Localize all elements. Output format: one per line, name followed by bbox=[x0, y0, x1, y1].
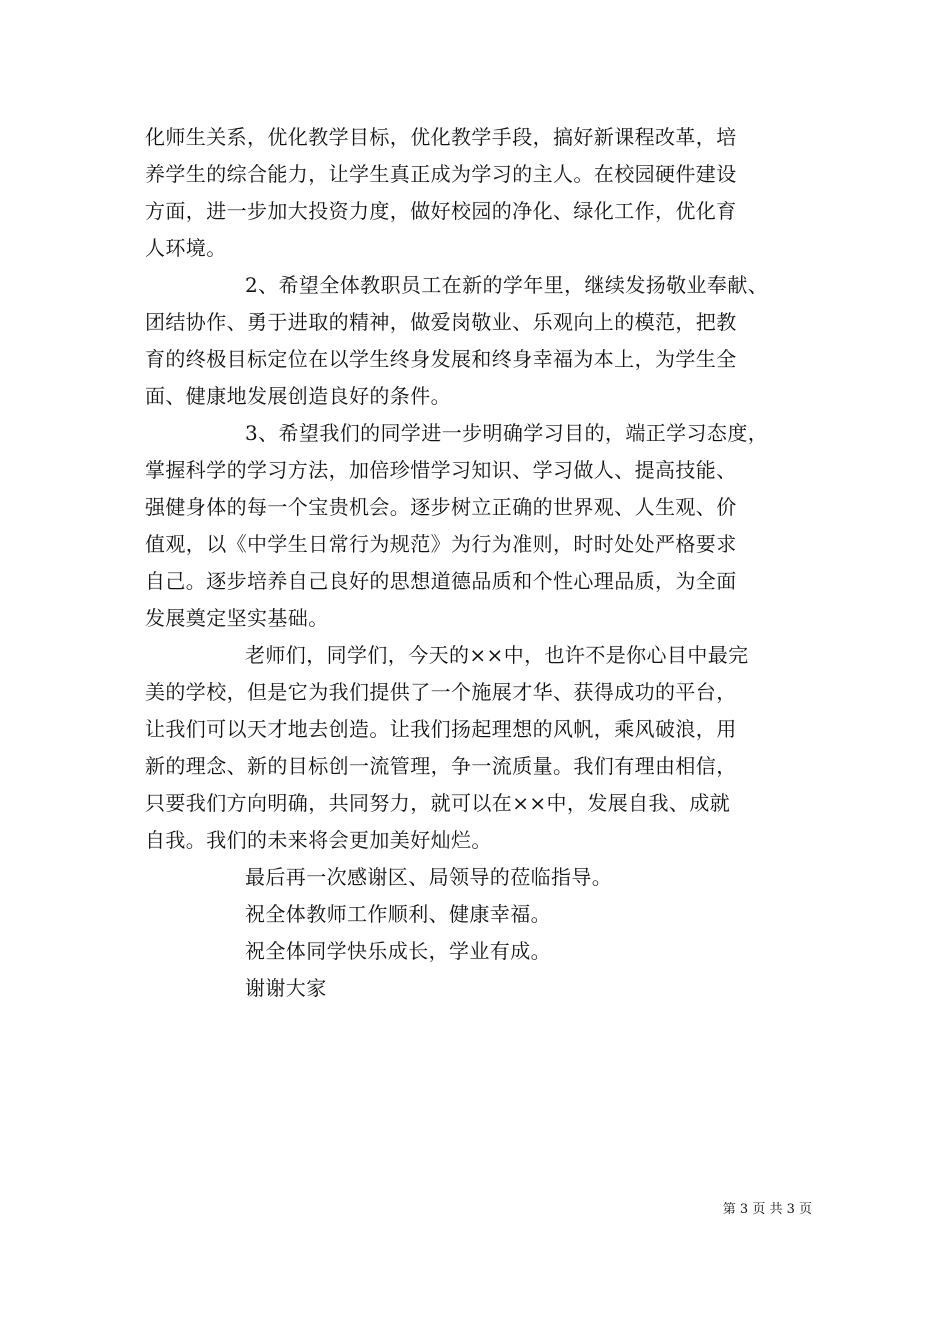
text-line: 美的学校，但是它为我们提供了一个施展才华、获得成功的平台， bbox=[145, 680, 737, 704]
paragraph-closing-start: 老师们，同学们，今天的××中，也许不是你心目中最完 bbox=[245, 643, 749, 667]
document-body bbox=[145, 119, 815, 1007]
text-line: 发展奠定坚实基础。 bbox=[145, 606, 329, 630]
text-line: 值观，以《中学生日常行为规范》为行为准则，时时处处严格要求 bbox=[145, 532, 737, 556]
text-line: 只要我们方向明确，共同努力，就可以在××中，发展自我、成就 bbox=[145, 791, 731, 815]
text-line: 新的理念、新的目标创一流管理，争一流质量。我们有理由相信， bbox=[145, 754, 737, 778]
text-line: 让我们可以天才地去创造。让我们扬起理想的风帆，乘风破浪，用 bbox=[145, 717, 737, 741]
thanks-line: 最后再一次感谢区、局领导的莅临指导。 bbox=[245, 865, 613, 889]
text-line: 面、健康地发展创造良好的条件。 bbox=[145, 384, 451, 408]
text-line: 强健身体的每一个宝贵机会。逐步树立正确的世界观、人生观、价 bbox=[145, 495, 737, 519]
text-line: 方面，进一步加大投资力度，做好校园的净化、绿化工作，优化育 bbox=[145, 199, 737, 223]
page-number: 第 3 页 共 3 页 bbox=[722, 1202, 812, 1217]
text-line: 化师生关系，优化教学目标，优化教学手段，搞好新课程改革，培 bbox=[145, 125, 737, 149]
text-line: 团结协作、勇于进取的精神，做爱岗敬业、乐观向上的模范，把教 bbox=[145, 310, 737, 334]
paragraph-3-start: 3、希望我们的同学进一步明确学习目的，端正学习态度， bbox=[245, 421, 769, 445]
text-line: 自己。逐步培养自己良好的思想道德品质和个性心理品质，为全面 bbox=[145, 569, 737, 593]
wish-students-line: 祝全体同学快乐成长，学业有成。 bbox=[245, 939, 551, 963]
closing-line: 谢谢大家 bbox=[245, 976, 327, 1000]
text-line: 人环境。 bbox=[145, 236, 227, 260]
text-line: 自我。我们的未来将会更加美好灿烂。 bbox=[145, 828, 492, 852]
paragraph-2-start: 2、希望全体教职员工在新的学年里，继续发扬敬业奉献、 bbox=[245, 273, 769, 297]
wish-teachers-line: 祝全体教师工作顺利、健康幸福。 bbox=[245, 902, 551, 926]
text-line: 育的终极目标定位在以学生终身发展和终身幸福为本上，为学生全 bbox=[145, 347, 737, 371]
text-line: 养学生的综合能力，让学生真正成为学习的主人。在校园硬件建设 bbox=[145, 162, 737, 186]
text-line: 掌握科学的学习方法，加倍珍惜学习知识、学习做人、提高技能、 bbox=[145, 458, 737, 482]
